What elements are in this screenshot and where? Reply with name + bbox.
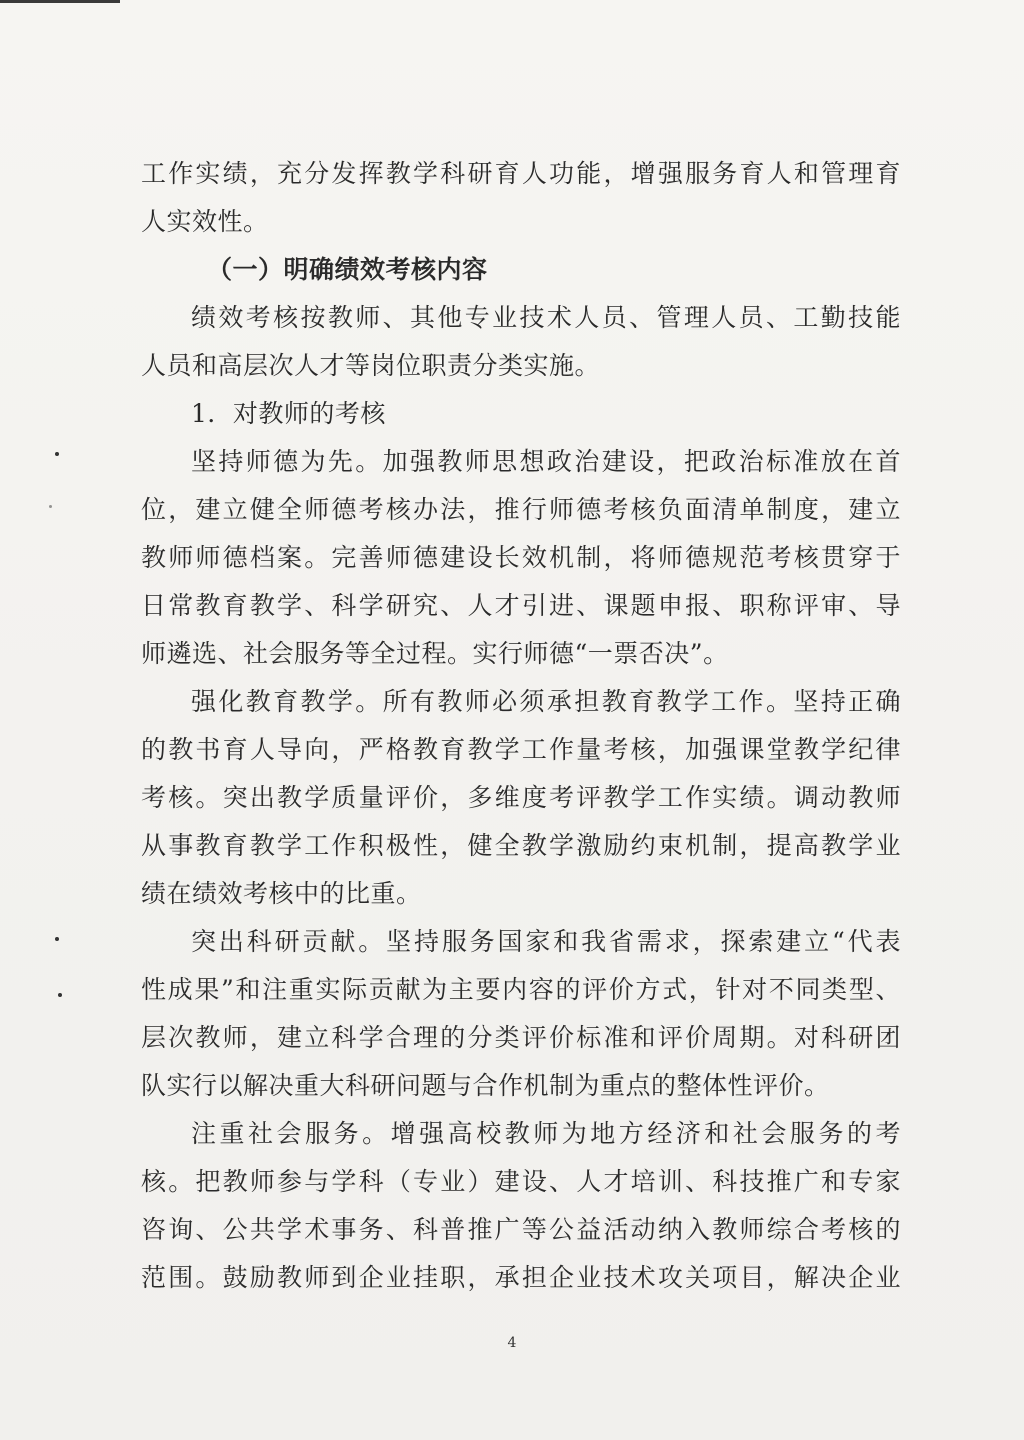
text-line: 教师师德档案。完善师德建设长效机制，将师德规范考核贯穿于 bbox=[141, 543, 901, 572]
text-line: 层次教师，建立科学合理的分类评价标准和评价周期。对科研团 bbox=[141, 1023, 901, 1052]
text-line: 突出科研贡献。坚持服务国家和我省需求，探索建立“代表 bbox=[191, 927, 901, 956]
text-line: 考核。突出教学质量评价，多维度考评教学工作实绩。调动教师 bbox=[141, 783, 901, 812]
scan-speck bbox=[55, 937, 59, 941]
text-line: 绩在绩效考核中的比重。 bbox=[141, 879, 422, 908]
scan-speck bbox=[58, 993, 62, 997]
text-line: 人员和高层次人才等岗位职责分类实施。 bbox=[141, 351, 601, 380]
text-line: 范围。鼓励教师到企业挂职，承担企业技术攻关项目，解决企业 bbox=[141, 1263, 901, 1292]
scan-edge-mark bbox=[0, 0, 120, 3]
text-line: 咨询、公共学术事务、科普推广等公益活动纳入教师综合考核的 bbox=[141, 1215, 901, 1244]
page-number: 4 bbox=[507, 1335, 517, 1351]
scan-speck bbox=[49, 505, 52, 508]
text-line: 注重社会服务。增强高校教师为地方经济和社会服务的考 bbox=[191, 1119, 901, 1148]
text-line: 绩效考核按教师、其他专业技术人员、管理人员、工勤技能 bbox=[191, 303, 901, 332]
text-line: 师遴选、社会服务等全过程。实行师德“一票否决”。 bbox=[141, 639, 729, 668]
text-line: 强化教育教学。所有教师必须承担教育教学工作。坚持正确 bbox=[191, 687, 901, 716]
text-line: 的教书育人导向，严格教育教学工作量考核，加强课堂教学纪律 bbox=[141, 735, 901, 764]
body-text bbox=[141, 150, 901, 1302]
text-line: 从事教育教学工作积极性，健全教学激励约束机制，提高教学业 bbox=[141, 831, 901, 860]
text-line: 人实效性。 bbox=[141, 207, 269, 236]
text-line: 1．对教师的考核 bbox=[191, 399, 386, 428]
text-line: 坚持师德为先。加强教师思想政治建设，把政治标准放在首 bbox=[191, 447, 901, 476]
text-line: 队实行以解决重大科研问题与合作机制为重点的整体性评价。 bbox=[141, 1071, 830, 1100]
scan-speck bbox=[55, 452, 59, 456]
text-line: 核。把教师参与学科（专业）建设、人才培训、科技推广和专家 bbox=[141, 1167, 901, 1196]
text-line: 日常教育教学、科学研究、人才引进、课题申报、职称评审、导 bbox=[141, 591, 901, 620]
text-line: 性成果”和注重实际贡献为主要内容的评价方式，针对不同类型、 bbox=[141, 975, 901, 1004]
text-line: 位，建立健全师德考核办法，推行师德考核负面清单制度，建立 bbox=[141, 495, 901, 524]
text-line: 工作实绩，充分发挥教学科研育人功能，增强服务育人和管理育 bbox=[141, 159, 901, 188]
section-heading: （一）明确绩效考核内容 bbox=[207, 255, 488, 284]
